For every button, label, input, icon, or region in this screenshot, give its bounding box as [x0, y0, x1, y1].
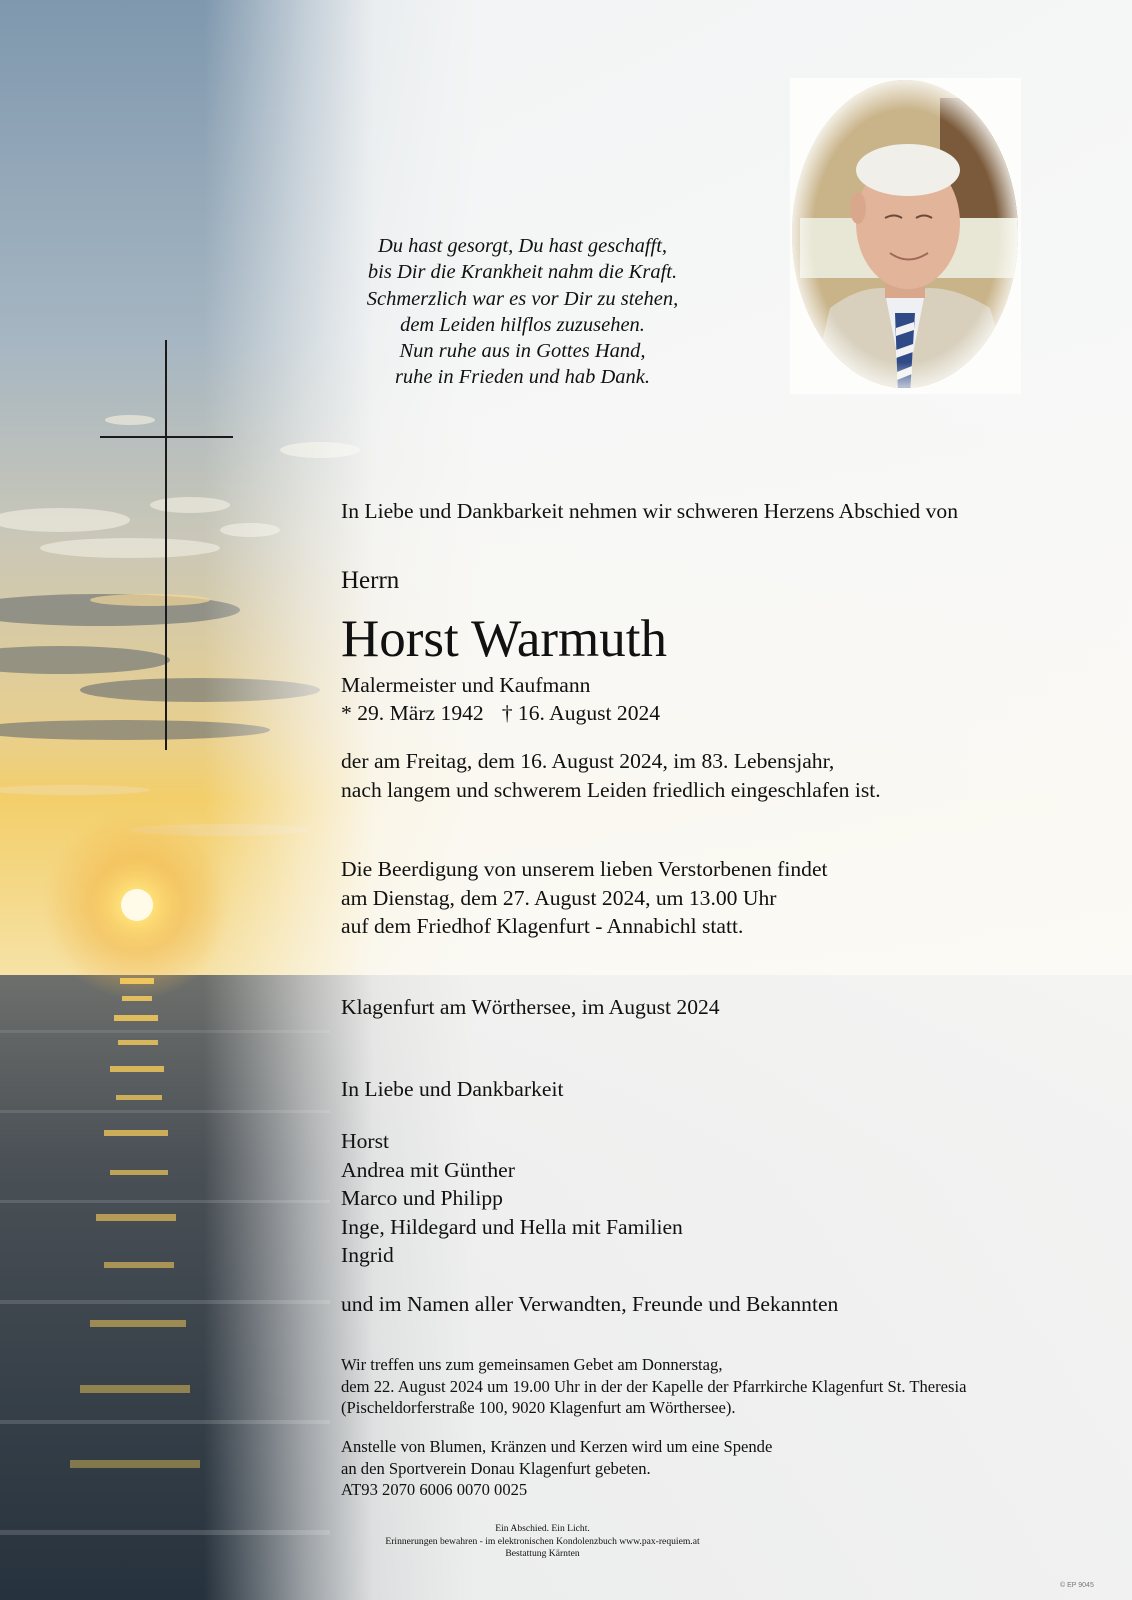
- bank-account-iban: AT93 2070 6006 0070 0025: [341, 1480, 528, 1499]
- donation-line: an den Sportverein Donau Klagenfurt gebeten.: [341, 1458, 651, 1478]
- mourner-name: Ingrid: [341, 1243, 394, 1267]
- portrait-photo: [790, 78, 1021, 394]
- poem-line: Schmerzlich war es vor Dir zu stehen,: [366, 287, 679, 310]
- portrait-image: [790, 78, 1021, 394]
- profession: Malermeister und Kaufmann: [341, 673, 591, 697]
- mourner-name: Horst: [341, 1129, 389, 1153]
- poem-line: Du hast gesorgt, Du hast geschafft,: [377, 235, 668, 257]
- farewell-intro: In Liebe und Dankbarkeit nehmen wir schweren Herzens Abschied von: [341, 499, 959, 523]
- deceased-name: Horst Warmuth: [341, 610, 667, 668]
- funeral-line: am Dienstag, dem 27. August 2024, um 13.00 Uhr: [341, 885, 777, 910]
- cross-vertical-bar: [165, 340, 167, 750]
- poem-line: bis Dir die Krankheit nahm die Kraft.: [367, 261, 678, 284]
- passing-line: nach langem und schwerem Leiden friedlich eingeschlafen ist.: [341, 777, 881, 802]
- footer: [330, 1523, 755, 1561]
- donation-line: Anstelle von Blumen, Kränzen und Kerzen wird um eine Spende: [341, 1437, 773, 1456]
- passing-line: der am Freitag, dem 16. August 2024, im 83. Lebensjahr,: [341, 749, 835, 773]
- poem-line: Nun ruhe aus in Gottes Hand,: [399, 340, 646, 363]
- funeral-details: [341, 855, 828, 941]
- poem-line: ruhe in Frieden und hab Dank.: [394, 366, 651, 389]
- footer-funeral-home: Bestattung Kärnten: [505, 1548, 580, 1559]
- mourner-name: Inge, Hildegard und Hella mit Familien: [341, 1214, 683, 1239]
- death-date: † 16. August 2024: [501, 701, 661, 725]
- place-and-date: Klagenfurt am Wörthersee, im August 2024: [341, 995, 720, 1019]
- mourners-list: [341, 1127, 683, 1270]
- memorial-poem: [330, 233, 715, 391]
- salutation: Herrn: [341, 567, 400, 594]
- footer-condolence-link: Erinnerungen bewahren - im elektronischen Kondolenzbuch www.pax-requiem.at: [385, 1535, 700, 1547]
- prayer-line: Wir treffen uns zum gemeinsamen Gebet am Donnerstag,: [341, 1355, 723, 1374]
- prayer-notice: [341, 1354, 966, 1419]
- funeral-line: Die Beerdigung von unserem lieben Verstorbenen findet: [341, 857, 828, 881]
- poem-line: dem Leiden hilflos zuzusehen.: [400, 313, 645, 336]
- prayer-line: (Pischeldorferstraße 100, 9020 Klagenfurt am Wörthersee).: [341, 1398, 736, 1417]
- funeral-line: auf dem Friedhof Klagenfurt - Annabichl statt.: [341, 914, 744, 938]
- footer-tagline: Ein Abschied. Ein Licht.: [495, 1523, 590, 1534]
- prayer-line: dem 22. August 2024 um 19.00 Uhr in der der Kapelle der Pfarrkirche Klagenfurt St. Theresia: [341, 1376, 967, 1396]
- life-dates: [341, 699, 660, 728]
- cross-horizontal-bar: [100, 436, 233, 438]
- birth-date: * 29. März 1942: [341, 701, 484, 725]
- thanks-heading: In Liebe und Dankbarkeit: [341, 1077, 564, 1101]
- print-code: © EP 9045: [1060, 1582, 1094, 1589]
- relatives-note: und im Namen aller Verwandten, Freunde und Bekannten: [341, 1292, 839, 1316]
- mourner-name: Andrea mit Günther: [341, 1157, 515, 1182]
- passing-statement: [341, 747, 881, 804]
- mourner-name: Marco und Philipp: [341, 1186, 503, 1210]
- donation-notice: [341, 1436, 772, 1501]
